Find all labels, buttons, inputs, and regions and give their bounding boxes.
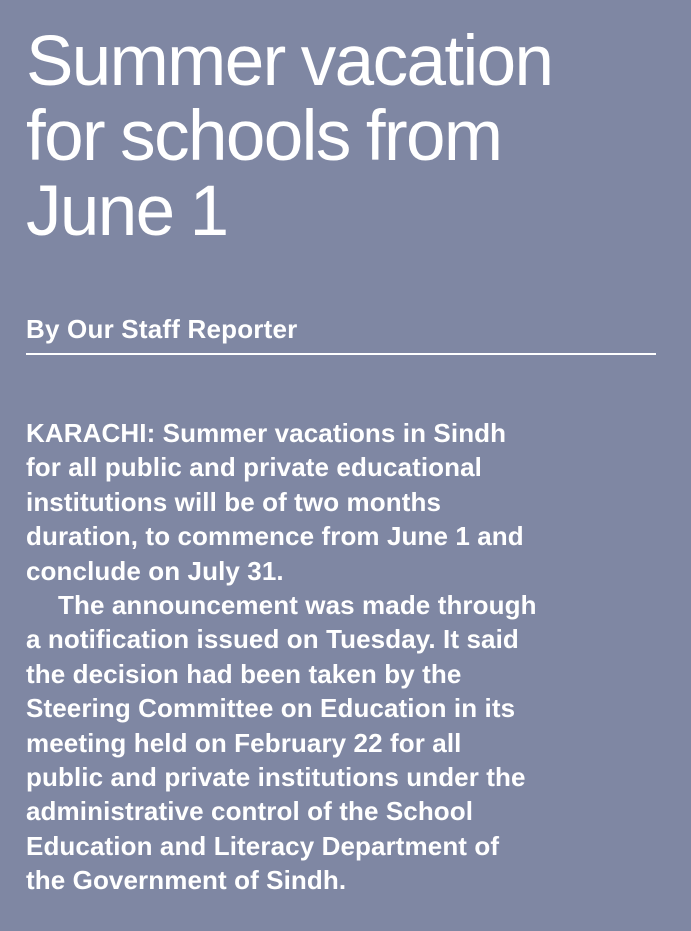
body-line: Education and Literacy Department of xyxy=(26,830,500,861)
body-line: conclude on July 31. xyxy=(26,555,284,586)
body-line: the Government of Sindh. xyxy=(26,865,347,896)
headline-line: June 1 xyxy=(26,172,228,251)
body-line: a notification issued on Tuesday. It said xyxy=(26,624,519,655)
body-line: KARACHI: Summer vacations in Sindh xyxy=(26,418,507,448)
body-line: meeting held on February 22 for all xyxy=(26,727,462,758)
body-line: Steering Committee on Education in its xyxy=(26,693,516,724)
headline-line: for schools from xyxy=(26,97,502,176)
headline-line: Summer vacation xyxy=(26,22,553,101)
byline: By Our Staff Reporter xyxy=(26,314,298,344)
paragraph-2 xyxy=(26,588,666,898)
body-line: administrative control of the School xyxy=(26,796,474,827)
body-line: duration, to commence from June 1 and xyxy=(26,521,524,552)
article-body xyxy=(26,416,666,898)
body-line: public and private institutions under the xyxy=(26,762,526,793)
body-line: the decision had been taken by the xyxy=(26,658,462,689)
headline xyxy=(26,24,658,249)
divider xyxy=(26,353,656,355)
paragraph-1 xyxy=(26,416,666,588)
body-line: The announcement was made through xyxy=(58,590,537,621)
body-line: institutions will be of two months xyxy=(26,486,442,517)
body-line: for all public and private educational xyxy=(26,452,482,483)
